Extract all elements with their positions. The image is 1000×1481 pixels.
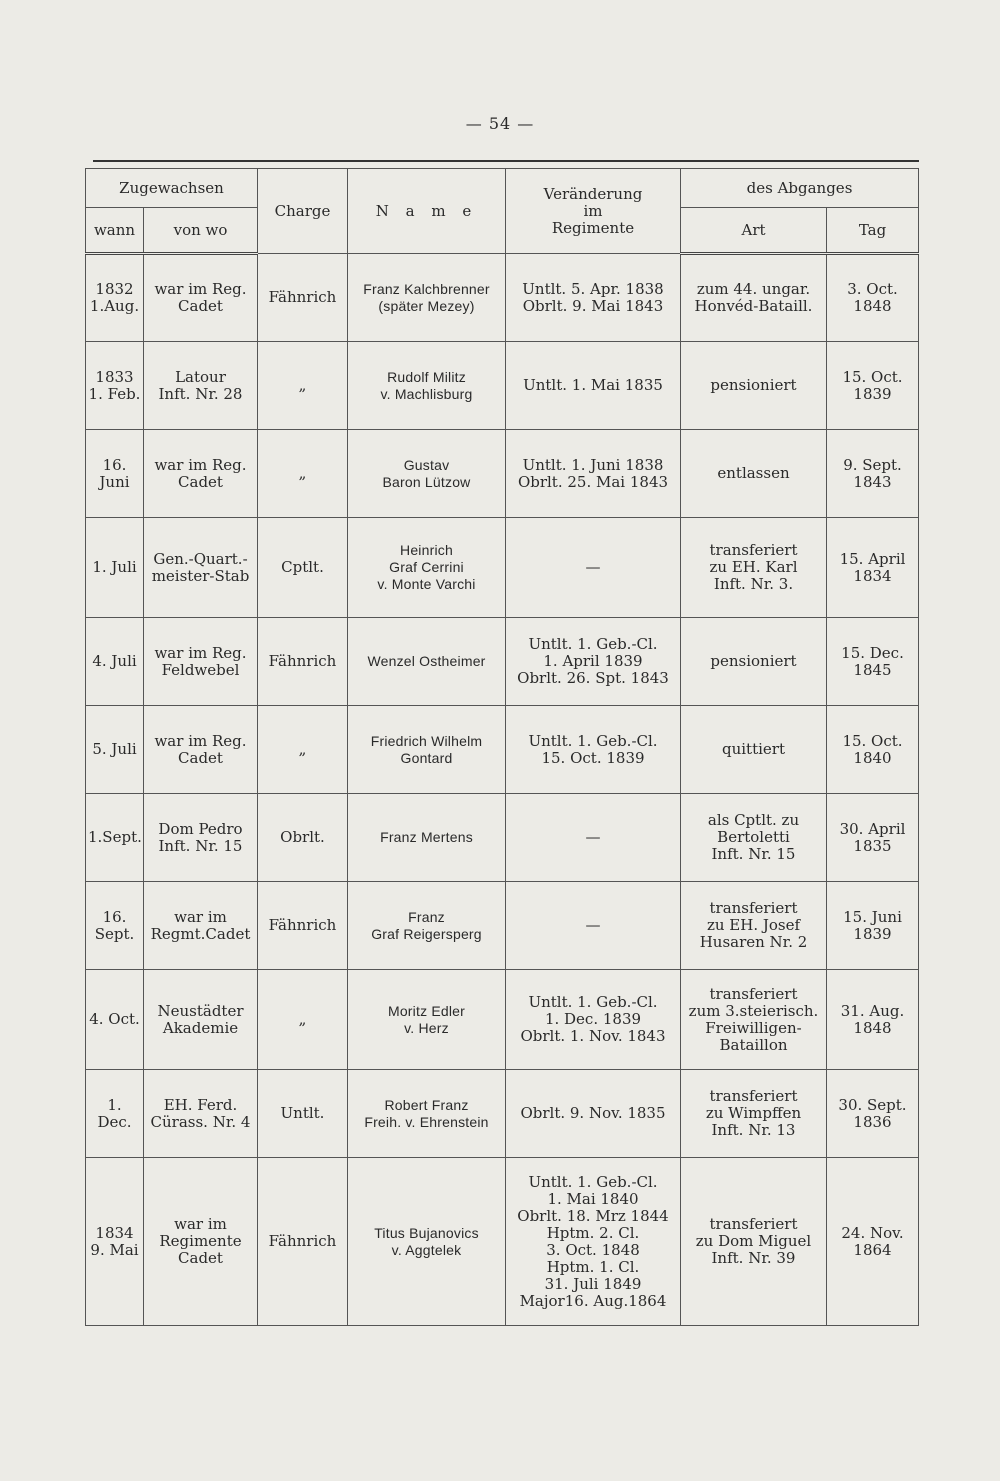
cell-von-wo: war im Regimente Cadet <box>144 1158 258 1326</box>
cell-charge: Fähnrich <box>258 254 348 342</box>
cell-wann: 1832 1.Aug. <box>86 254 144 342</box>
header-wann: wann <box>86 208 144 254</box>
cell-abgang-tag: 24. Nov. 1864 <box>827 1158 919 1326</box>
cell-von-wo: Gen.-Quart.- meister-Stab <box>144 518 258 618</box>
header-von-wo: von wo <box>144 208 258 254</box>
cell-abgang-tag: 15. Oct. 1840 <box>827 706 919 794</box>
cell-wann: 1. Juli <box>86 518 144 618</box>
table-row <box>86 882 919 970</box>
cell-von-wo: war im Reg. Cadet <box>144 430 258 518</box>
cell-charge: Fähnrich <box>258 618 348 706</box>
cell-name: Franz Mertens <box>348 794 506 882</box>
cell-name: Wenzel Ostheimer <box>348 618 506 706</box>
table-row <box>86 342 919 430</box>
table-row <box>86 970 919 1070</box>
cell-abgang-tag: 3. Oct. 1848 <box>827 254 919 342</box>
cell-name: Rudolf Militz v. Machlisburg <box>348 342 506 430</box>
cell-abgang-tag: 31. Aug. 1848 <box>827 970 919 1070</box>
cell-abgang-art: transferiert zum 3.steierisch. Freiwilligen- Bataillon <box>681 970 827 1070</box>
cell-veraenderung: — <box>506 882 681 970</box>
cell-abgang-art: als Cptlt. zu Bertoletti Inft. Nr. 15 <box>681 794 827 882</box>
cell-charge: Untlt. <box>258 1070 348 1158</box>
cell-abgang-art: pensioniert <box>681 618 827 706</box>
cell-abgang-tag: 15. April 1834 <box>827 518 919 618</box>
cell-veraenderung: Untlt. 1. Geb.-Cl. 15. Oct. 1839 <box>506 706 681 794</box>
cell-name: Franz Kalchbrenner (später Mezey) <box>348 254 506 342</box>
cell-wann: 1. Dec. <box>86 1070 144 1158</box>
cell-charge: „ <box>258 970 348 1070</box>
cell-abgang-art: transferiert zu Dom Miguel Inft. Nr. 39 <box>681 1158 827 1326</box>
cell-wann: 4. Juli <box>86 618 144 706</box>
cell-veraenderung: Untlt. 5. Apr. 1838 Obrlt. 9. Mai 1843 <box>506 254 681 342</box>
cell-veraenderung: Untlt. 1. Juni 1838 Obrlt. 25. Mai 1843 <box>506 430 681 518</box>
cell-abgang-tag: 15. Oct. 1839 <box>827 342 919 430</box>
cell-von-wo: war im Reg. Cadet <box>144 254 258 342</box>
cell-abgang-tag: 9. Sept. 1843 <box>827 430 919 518</box>
cell-name: Franz Graf Reigersperg <box>348 882 506 970</box>
header-name: N a m e <box>348 169 506 254</box>
cell-charge: Cptlt. <box>258 518 348 618</box>
cell-abgang-tag: 15. Dec. 1845 <box>827 618 919 706</box>
cell-name: Titus Bujanovics v. Aggtelek <box>348 1158 506 1326</box>
header-zugewachsen: Zugewachsen <box>86 169 258 208</box>
cell-charge: Fähnrich <box>258 1158 348 1326</box>
cell-name: Heinrich Graf Cerrini v. Monte Varchi <box>348 518 506 618</box>
cell-von-wo: war im Reg. Cadet <box>144 706 258 794</box>
cell-abgang-art: transferiert zu Wimpffen Inft. Nr. 13 <box>681 1070 827 1158</box>
cell-wann: 5. Juli <box>86 706 144 794</box>
cell-abgang-tag: 15. Juni 1839 <box>827 882 919 970</box>
table-row <box>86 430 919 518</box>
table-row <box>86 1158 919 1326</box>
cell-wann: 16. Juni <box>86 430 144 518</box>
header-art: Art <box>681 208 827 254</box>
table-row <box>86 618 919 706</box>
cell-name: Moritz Edler v. Herz <box>348 970 506 1070</box>
cell-wann: 4. Oct. <box>86 970 144 1070</box>
cell-von-wo: EH. Ferd. Cürass. Nr. 4 <box>144 1070 258 1158</box>
cell-wann: 1834 9. Mai <box>86 1158 144 1326</box>
cell-von-wo: war im Regmt.Cadet <box>144 882 258 970</box>
header-abgang: des Abganges <box>681 169 919 208</box>
cell-charge: Obrlt. <box>258 794 348 882</box>
cell-charge: „ <box>258 342 348 430</box>
cell-wann: 1.Sept. <box>86 794 144 882</box>
cell-abgang-tag: 30. Sept. 1836 <box>827 1070 919 1158</box>
cell-name: Friedrich Wilhelm Gontard <box>348 706 506 794</box>
cell-von-wo: Latour Inft. Nr. 28 <box>144 342 258 430</box>
table-row <box>86 706 919 794</box>
cell-veraenderung: — <box>506 794 681 882</box>
top-rule <box>93 160 919 162</box>
header-veraenderung: Veränderung im Regimente <box>506 169 681 254</box>
cell-wann: 16. Sept. <box>86 882 144 970</box>
page-number: — 54 — <box>465 114 535 133</box>
cell-veraenderung: Untlt. 1. Geb.-Cl. 1. Dec. 1839 Obrlt. 1. Nov. 1843 <box>506 970 681 1070</box>
cell-charge: Fähnrich <box>258 882 348 970</box>
cell-abgang-art: quittiert <box>681 706 827 794</box>
header-tag: Tag <box>827 208 919 254</box>
cell-abgang-art: pensioniert <box>681 342 827 430</box>
cell-von-wo: war im Reg. Feldwebel <box>144 618 258 706</box>
cell-veraenderung: Untlt. 1. Geb.-Cl. 1. April 1839 Obrlt. 26. Spt. 1843 <box>506 618 681 706</box>
register-body <box>86 254 919 1326</box>
cell-name: Gustav Baron Lützow <box>348 430 506 518</box>
table-row <box>86 518 919 618</box>
table-row <box>86 254 919 342</box>
cell-veraenderung: Untlt. 1. Geb.-Cl. 1. Mai 1840 Obrlt. 18. Mrz 1844 Hptm. 2. Cl. 3. Oct. 1848 Hptm. 1. Cl. 31. Juli 1849 Major16. Aug.1864 <box>506 1158 681 1326</box>
cell-abgang-art: entlassen <box>681 430 827 518</box>
table-row <box>86 794 919 882</box>
cell-von-wo: Neustädter Akademie <box>144 970 258 1070</box>
register-table <box>85 168 919 1326</box>
cell-abgang-art: transferiert zu EH. Karl Inft. Nr. 3. <box>681 518 827 618</box>
cell-veraenderung: Untlt. 1. Mai 1835 <box>506 342 681 430</box>
cell-abgang-art: zum 44. ungar. Honvéd-Bataill. <box>681 254 827 342</box>
table-row <box>86 1070 919 1158</box>
cell-name: Robert Franz Freih. v. Ehrenstein <box>348 1070 506 1158</box>
cell-veraenderung: Obrlt. 9. Nov. 1835 <box>506 1070 681 1158</box>
cell-veraenderung: — <box>506 518 681 618</box>
cell-abgang-tag: 30. April 1835 <box>827 794 919 882</box>
cell-abgang-art: transferiert zu EH. Josef Husaren Nr. 2 <box>681 882 827 970</box>
cell-charge: „ <box>258 430 348 518</box>
register-sheet <box>85 168 918 1326</box>
header-charge: Charge <box>258 169 348 254</box>
cell-von-wo: Dom Pedro Inft. Nr. 15 <box>144 794 258 882</box>
cell-charge: „ <box>258 706 348 794</box>
cell-wann: 1833 1. Feb. <box>86 342 144 430</box>
